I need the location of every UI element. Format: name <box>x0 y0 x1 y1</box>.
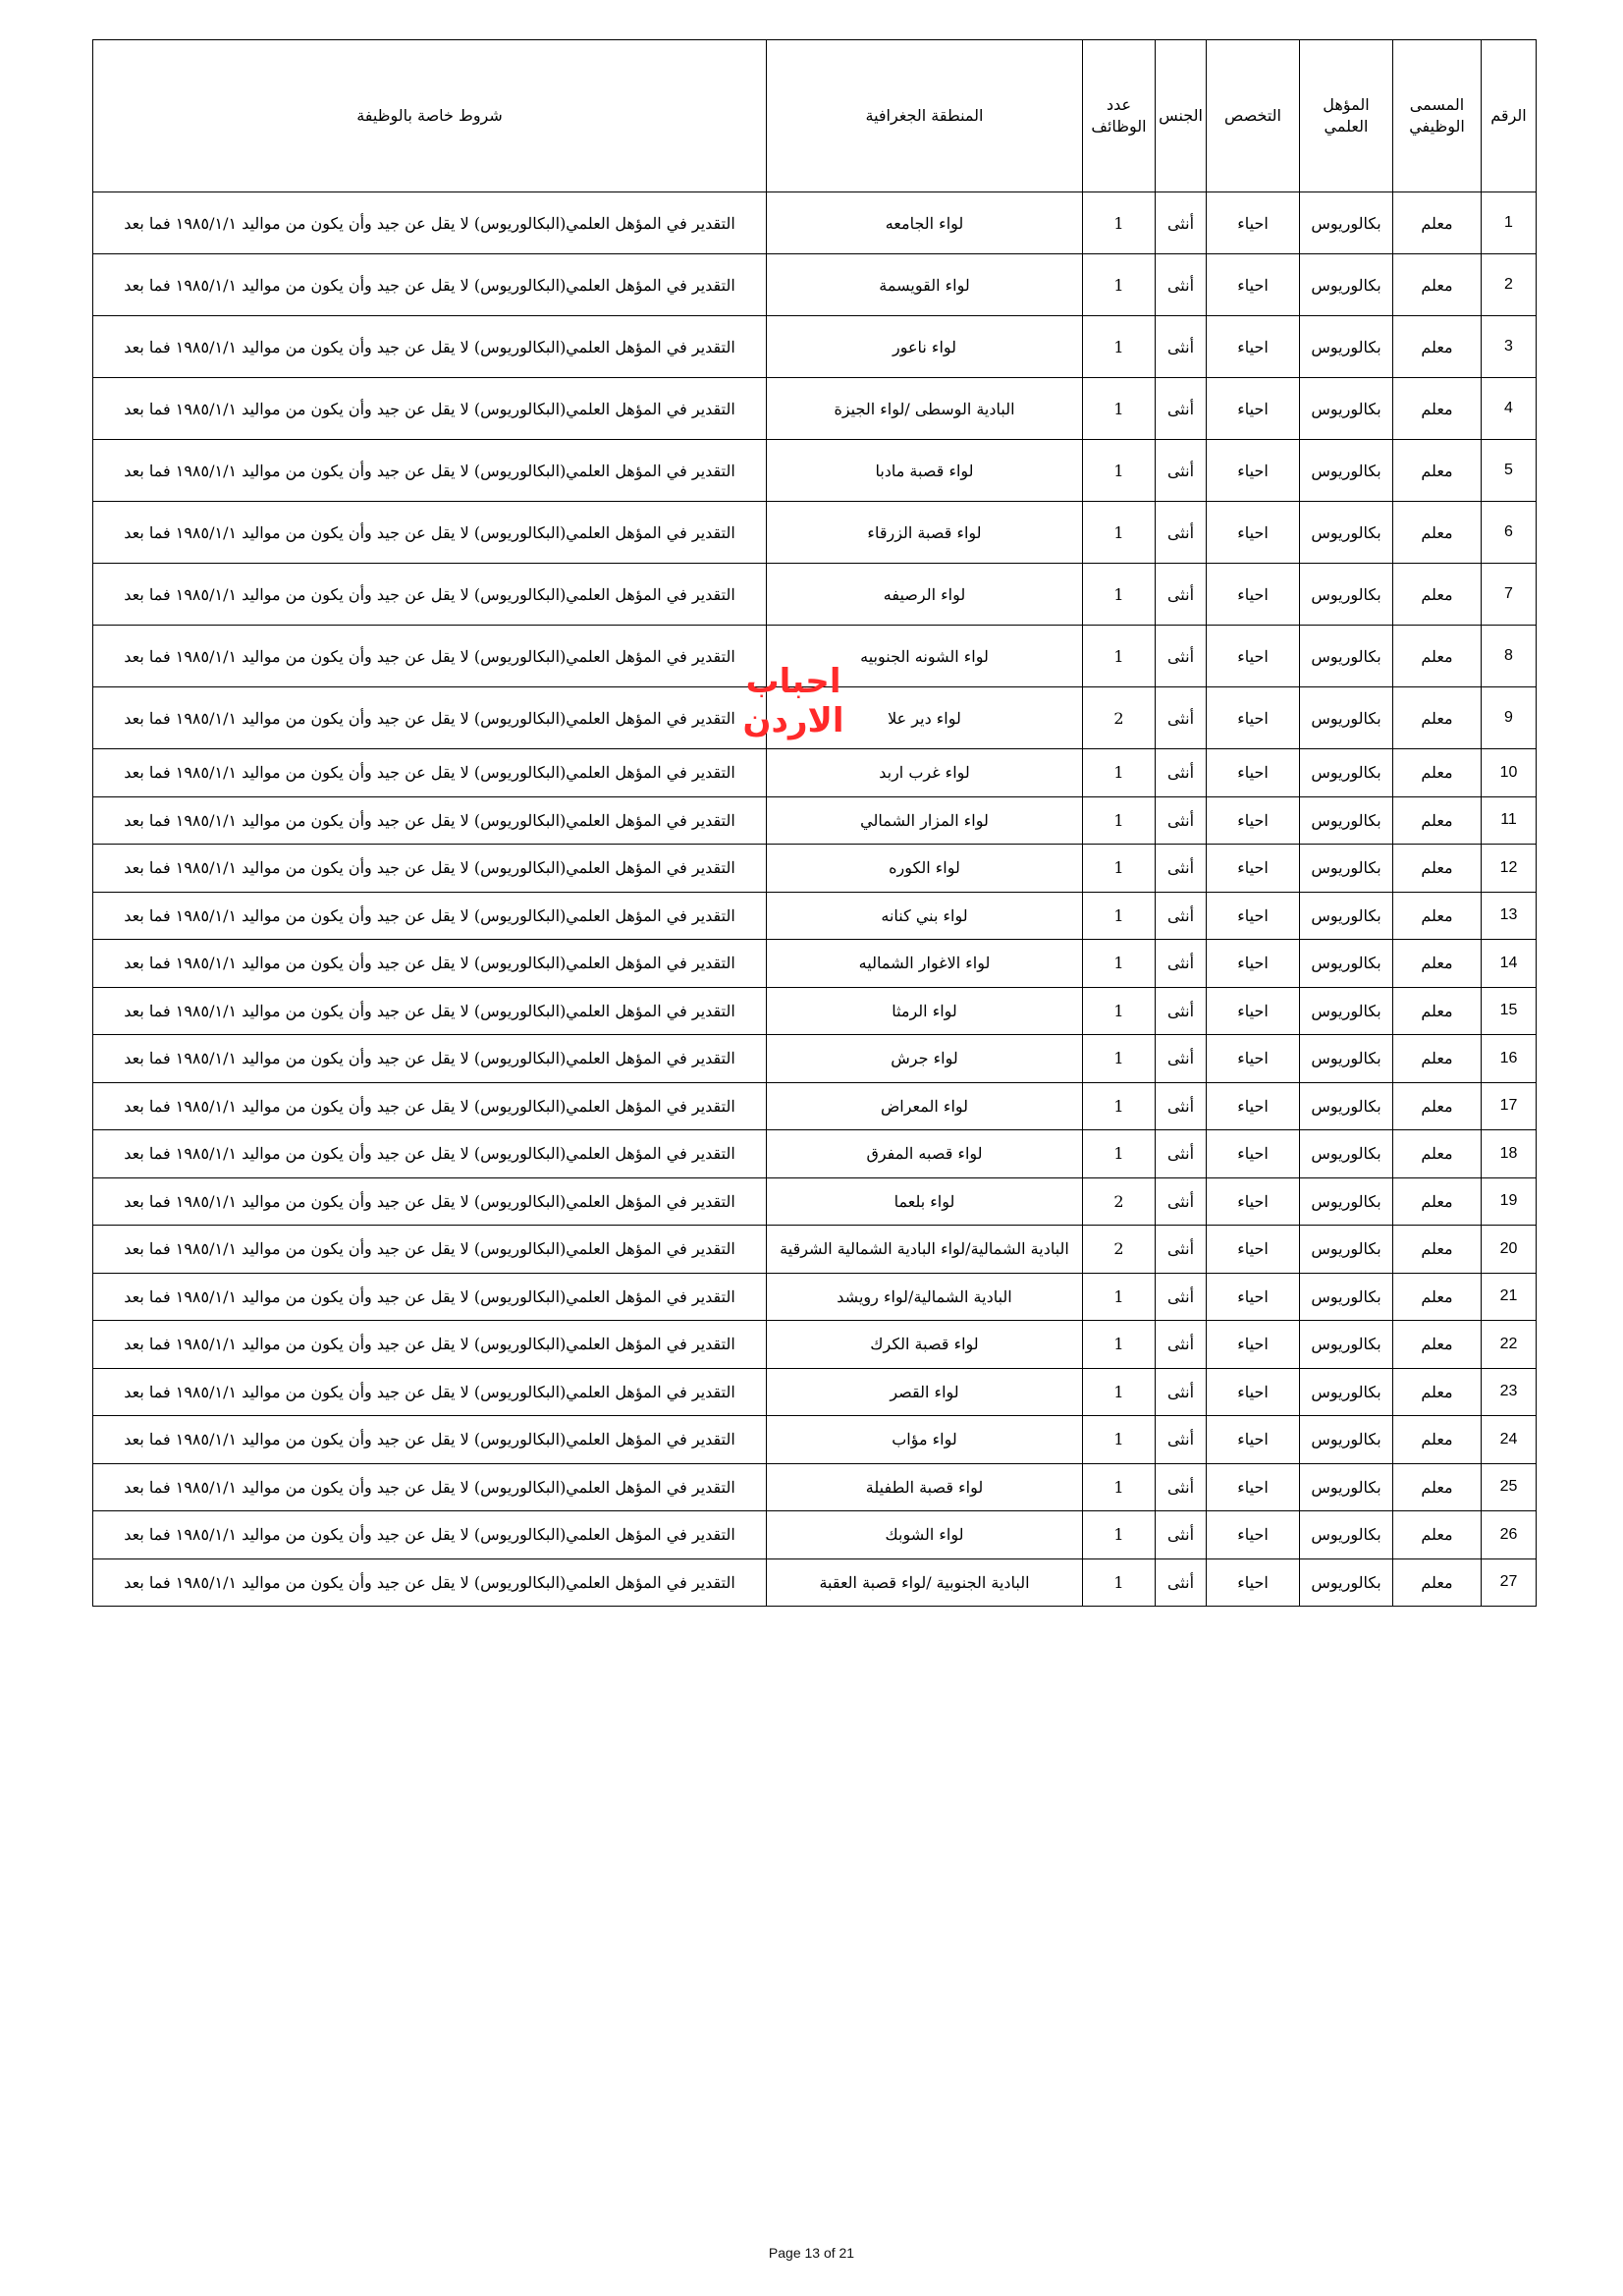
cell-gender: أنثى <box>1156 940 1207 988</box>
cell-specialization: احياء <box>1207 378 1300 440</box>
cell-conditions: التقدير في المؤهل العلمي(البكالوريوس) لا يقل عن جيد وأن يكون من مواليد ١٩٨٥/١/١ فما بعد <box>93 1511 767 1559</box>
cell-gender: أنثى <box>1156 254 1207 316</box>
cell-number: 27 <box>1482 1558 1537 1607</box>
cell-gender: أنثى <box>1156 626 1207 687</box>
table-row <box>93 845 1537 893</box>
cell-job-title: معلم <box>1393 1416 1482 1464</box>
cell-job-title: معلم <box>1393 1321 1482 1369</box>
cell-number: 21 <box>1482 1273 1537 1321</box>
header-conditions: شروط خاصة بالوظيفة <box>93 40 767 192</box>
cell-specialization: احياء <box>1207 1226 1300 1274</box>
cell-conditions: التقدير في المؤهل العلمي(البكالوريوس) لا يقل عن جيد وأن يكون من مواليد ١٩٨٥/١/١ فما بعد <box>93 940 767 988</box>
cell-gender: أنثى <box>1156 845 1207 893</box>
header-qualification: المؤهل العلمي <box>1300 40 1393 192</box>
cell-qualification: بكالوريوس <box>1300 440 1393 502</box>
cell-conditions: التقدير في المؤهل العلمي(البكالوريوس) لا يقل عن جيد وأن يكون من مواليد ١٩٨٥/١/١ فما بعد <box>93 1321 767 1369</box>
header-region: المنطقة الجغرافية <box>767 40 1083 192</box>
cell-region: لواء بني كنانه <box>767 892 1083 940</box>
cell-qualification: بكالوريوس <box>1300 254 1393 316</box>
cell-job-title: معلم <box>1393 192 1482 254</box>
cell-conditions: التقدير في المؤهل العلمي(البكالوريوس) لا يقل عن جيد وأن يكون من مواليد ١٩٨٥/١/١ فما بعد <box>93 892 767 940</box>
cell-gender: أنثى <box>1156 564 1207 626</box>
table-row <box>93 796 1537 845</box>
cell-qualification: بكالوريوس <box>1300 1082 1393 1130</box>
cell-region: البادية الجنوبية /لواء قصبة العقبة <box>767 1558 1083 1607</box>
cell-qualification: بكالوريوس <box>1300 1511 1393 1559</box>
cell-conditions: التقدير في المؤهل العلمي(البكالوريوس) لا يقل عن جيد وأن يكون من مواليد ١٩٨٥/١/١ فما بعد <box>93 1130 767 1178</box>
cell-region: لواء قصبه المفرق <box>767 1130 1083 1178</box>
cell-job-title: معلم <box>1393 502 1482 564</box>
header-job-title: المسمى الوظيفي <box>1393 40 1482 192</box>
cell-specialization: احياء <box>1207 940 1300 988</box>
cell-job-title: معلم <box>1393 892 1482 940</box>
cell-job-title: معلم <box>1393 1511 1482 1559</box>
cell-gender: أنثى <box>1156 1035 1207 1083</box>
cell-count: 1 <box>1083 892 1156 940</box>
cell-conditions: التقدير في المؤهل العلمي(البكالوريوس) لا يقل عن جيد وأن يكون من مواليد ١٩٨٥/١/١ فما بعد <box>93 987 767 1035</box>
cell-count: 1 <box>1083 1368 1156 1416</box>
cell-specialization: احياء <box>1207 1321 1300 1369</box>
cell-number: 15 <box>1482 987 1537 1035</box>
cell-qualification: بكالوريوس <box>1300 1035 1393 1083</box>
cell-gender: أنثى <box>1156 1226 1207 1274</box>
table-row <box>93 940 1537 988</box>
cell-conditions: التقدير في المؤهل العلمي(البكالوريوس) لا يقل عن جيد وأن يكون من مواليد ١٩٨٥/١/١ فما بعد <box>93 845 767 893</box>
cell-region: لواء المعراض <box>767 1082 1083 1130</box>
table-row <box>93 502 1537 564</box>
cell-gender: أنثى <box>1156 502 1207 564</box>
cell-gender: أنثى <box>1156 987 1207 1035</box>
cell-qualification: بكالوريوس <box>1300 564 1393 626</box>
cell-region: لواء مؤاب <box>767 1416 1083 1464</box>
cell-qualification: بكالوريوس <box>1300 1177 1393 1226</box>
cell-qualification: بكالوريوس <box>1300 1273 1393 1321</box>
cell-conditions: التقدير في المؤهل العلمي(البكالوريوس) لا يقل عن جيد وأن يكون من مواليد ١٩٨٥/١/١ فما بعد <box>93 378 767 440</box>
cell-specialization: احياء <box>1207 1177 1300 1226</box>
cell-job-title: معلم <box>1393 940 1482 988</box>
cell-region: لواء القصر <box>767 1368 1083 1416</box>
cell-specialization: احياء <box>1207 1463 1300 1511</box>
cell-count: 1 <box>1083 796 1156 845</box>
cell-region: لواء الكوره <box>767 845 1083 893</box>
table-row <box>93 1226 1537 1274</box>
cell-count: 1 <box>1083 1558 1156 1607</box>
table-row <box>93 1273 1537 1321</box>
cell-count: 1 <box>1083 749 1156 797</box>
cell-number: 4 <box>1482 378 1537 440</box>
cell-job-title: معلم <box>1393 316 1482 378</box>
table-row <box>93 892 1537 940</box>
cell-number: 22 <box>1482 1321 1537 1369</box>
cell-gender: أنثى <box>1156 378 1207 440</box>
cell-conditions: التقدير في المؤهل العلمي(البكالوريوس) لا يقل عن جيد وأن يكون من مواليد ١٩٨٥/١/١ فما بعد <box>93 1273 767 1321</box>
table-row <box>93 1511 1537 1559</box>
cell-conditions: التقدير في المؤهل العلمي(البكالوريوس) لا يقل عن جيد وأن يكون من مواليد ١٩٨٥/١/١ فما بعد <box>93 564 767 626</box>
cell-region: البادية الوسطى /لواء الجيزة <box>767 378 1083 440</box>
table-row <box>93 254 1537 316</box>
cell-number: 25 <box>1482 1463 1537 1511</box>
cell-conditions: التقدير في المؤهل العلمي(البكالوريوس) لا يقل عن جيد وأن يكون من مواليد ١٩٨٥/١/١ فما بعد <box>93 1558 767 1607</box>
cell-specialization: احياء <box>1207 845 1300 893</box>
table-row <box>93 1463 1537 1511</box>
cell-conditions: التقدير في المؤهل العلمي(البكالوريوس) لا يقل عن جيد وأن يكون من مواليد ١٩٨٥/١/١ فما بعد <box>93 1035 767 1083</box>
cell-conditions: التقدير في المؤهل العلمي(البكالوريوس) لا يقل عن جيد وأن يكون من مواليد ١٩٨٥/١/١ فما بعد <box>93 1463 767 1511</box>
cell-conditions: التقدير في المؤهل العلمي(البكالوريوس) لا يقل عن جيد وأن يكون من مواليد ١٩٨٥/١/١ فما بعد <box>93 749 767 797</box>
cell-conditions: التقدير في المؤهل العلمي(البكالوريوس) لا يقل عن جيد وأن يكون من مواليد ١٩٨٥/١/١ فما بعد <box>93 192 767 254</box>
cell-region: لواء غرب اربد <box>767 749 1083 797</box>
cell-job-title: معلم <box>1393 1226 1482 1274</box>
cell-conditions: التقدير في المؤهل العلمي(البكالوريوس) لا يقل عن جيد وأن يكون من مواليد ١٩٨٥/١/١ فما بعد <box>93 1177 767 1226</box>
cell-region: لواء الرصيفه <box>767 564 1083 626</box>
cell-job-title: معلم <box>1393 687 1482 749</box>
table-row <box>93 1416 1537 1464</box>
cell-count: 1 <box>1083 1273 1156 1321</box>
cell-job-title: معلم <box>1393 796 1482 845</box>
cell-job-title: معلم <box>1393 254 1482 316</box>
cell-region: لواء الرمثا <box>767 987 1083 1035</box>
cell-region: لواء القويسمة <box>767 254 1083 316</box>
header-count: عدد الوظائف <box>1083 40 1156 192</box>
cell-specialization: احياء <box>1207 626 1300 687</box>
cell-region: لواء الاغوار الشماليه <box>767 940 1083 988</box>
cell-count: 2 <box>1083 1177 1156 1226</box>
cell-region: لواء قصبة الزرقاء <box>767 502 1083 564</box>
table-row <box>93 440 1537 502</box>
cell-gender: أنثى <box>1156 1558 1207 1607</box>
cell-count: 1 <box>1083 316 1156 378</box>
cell-number: 12 <box>1482 845 1537 893</box>
cell-number: 5 <box>1482 440 1537 502</box>
table-row <box>93 316 1537 378</box>
cell-specialization: احياء <box>1207 1558 1300 1607</box>
cell-gender: أنثى <box>1156 687 1207 749</box>
cell-conditions: التقدير في المؤهل العلمي(البكالوريوس) لا يقل عن جيد وأن يكون من مواليد ١٩٨٥/١/١ فما بعد <box>93 1082 767 1130</box>
cell-number: 17 <box>1482 1082 1537 1130</box>
cell-specialization: احياء <box>1207 1082 1300 1130</box>
cell-qualification: بكالوريوس <box>1300 1463 1393 1511</box>
cell-qualification: بكالوريوس <box>1300 845 1393 893</box>
cell-count: 1 <box>1083 254 1156 316</box>
cell-region: لواء جرش <box>767 1035 1083 1083</box>
cell-qualification: بكالوريوس <box>1300 1321 1393 1369</box>
cell-gender: أنثى <box>1156 796 1207 845</box>
cell-specialization: احياء <box>1207 254 1300 316</box>
cell-specialization: احياء <box>1207 564 1300 626</box>
cell-gender: أنثى <box>1156 749 1207 797</box>
cell-gender: أنثى <box>1156 440 1207 502</box>
cell-region: لواء الشوبك <box>767 1511 1083 1559</box>
cell-number: 3 <box>1482 316 1537 378</box>
cell-gender: أنثى <box>1156 1321 1207 1369</box>
cell-count: 1 <box>1083 1321 1156 1369</box>
cell-count: 1 <box>1083 845 1156 893</box>
cell-region: البادية الشمالية/لواء البادية الشمالية الشرقية <box>767 1226 1083 1274</box>
table-row <box>93 564 1537 626</box>
header-number: الرقم <box>1482 40 1537 192</box>
table-row <box>93 749 1537 797</box>
cell-region: البادية الشمالية/لواء رويشد <box>767 1273 1083 1321</box>
cell-specialization: احياء <box>1207 987 1300 1035</box>
cell-conditions: التقدير في المؤهل العلمي(البكالوريوس) لا يقل عن جيد وأن يكون من مواليد ١٩٨٥/١/١ فما بعد <box>93 440 767 502</box>
cell-number: 13 <box>1482 892 1537 940</box>
cell-qualification: بكالوريوس <box>1300 687 1393 749</box>
cell-gender: أنثى <box>1156 1511 1207 1559</box>
cell-region: لواء قصبة الكرك <box>767 1321 1083 1369</box>
table-row <box>93 1130 1537 1178</box>
cell-specialization: احياء <box>1207 749 1300 797</box>
cell-gender: أنثى <box>1156 1463 1207 1511</box>
cell-count: 1 <box>1083 192 1156 254</box>
cell-number: 14 <box>1482 940 1537 988</box>
table-header-row <box>93 40 1537 192</box>
cell-specialization: احياء <box>1207 316 1300 378</box>
cell-specialization: احياء <box>1207 502 1300 564</box>
cell-conditions: التقدير في المؤهل العلمي(البكالوريوس) لا يقل عن جيد وأن يكون من مواليد ١٩٨٥/١/١ فما بعد <box>93 687 767 749</box>
cell-job-title: معلم <box>1393 987 1482 1035</box>
cell-job-title: معلم <box>1393 845 1482 893</box>
table-row <box>93 1082 1537 1130</box>
table-row <box>93 987 1537 1035</box>
cell-job-title: معلم <box>1393 378 1482 440</box>
cell-count: 1 <box>1083 502 1156 564</box>
cell-qualification: بكالوريوس <box>1300 1368 1393 1416</box>
cell-job-title: معلم <box>1393 1463 1482 1511</box>
cell-qualification: بكالوريوس <box>1300 316 1393 378</box>
cell-qualification: بكالوريوس <box>1300 987 1393 1035</box>
cell-qualification: بكالوريوس <box>1300 192 1393 254</box>
cell-qualification: بكالوريوس <box>1300 626 1393 687</box>
cell-gender: أنثى <box>1156 316 1207 378</box>
cell-specialization: احياء <box>1207 1130 1300 1178</box>
cell-gender: أنثى <box>1156 1177 1207 1226</box>
cell-count: 2 <box>1083 687 1156 749</box>
cell-job-title: معلم <box>1393 1273 1482 1321</box>
cell-conditions: التقدير في المؤهل العلمي(البكالوريوس) لا يقل عن جيد وأن يكون من مواليد ١٩٨٥/١/١ فما بعد <box>93 254 767 316</box>
cell-qualification: بكالوريوس <box>1300 749 1393 797</box>
table-row <box>93 1035 1537 1083</box>
cell-job-title: معلم <box>1393 626 1482 687</box>
cell-gender: أنثى <box>1156 892 1207 940</box>
cell-number: 10 <box>1482 749 1537 797</box>
table-body <box>93 192 1537 1607</box>
cell-conditions: التقدير في المؤهل العلمي(البكالوريوس) لا يقل عن جيد وأن يكون من مواليد ١٩٨٥/١/١ فما بعد <box>93 502 767 564</box>
cell-job-title: معلم <box>1393 749 1482 797</box>
cell-conditions: التقدير في المؤهل العلمي(البكالوريوس) لا يقل عن جيد وأن يكون من مواليد ١٩٨٥/١/١ فما بعد <box>93 316 767 378</box>
table-row <box>93 192 1537 254</box>
cell-gender: أنثى <box>1156 1368 1207 1416</box>
cell-specialization: احياء <box>1207 1273 1300 1321</box>
table-row <box>93 1177 1537 1226</box>
cell-gender: أنثى <box>1156 1130 1207 1178</box>
cell-qualification: بكالوريوس <box>1300 1130 1393 1178</box>
cell-count: 1 <box>1083 626 1156 687</box>
cell-count: 2 <box>1083 1226 1156 1274</box>
cell-region: لواء الشونه الجنوبيه <box>767 626 1083 687</box>
jobs-table <box>92 39 1537 1607</box>
cell-conditions: التقدير في المؤهل العلمي(البكالوريوس) لا يقل عن جيد وأن يكون من مواليد ١٩٨٥/١/١ فما بعد <box>93 1226 767 1274</box>
cell-count: 1 <box>1083 440 1156 502</box>
cell-region: لواء دير علا <box>767 687 1083 749</box>
watermark-text: احباب الاردن <box>742 662 844 740</box>
cell-number: 8 <box>1482 626 1537 687</box>
cell-count: 1 <box>1083 1035 1156 1083</box>
cell-job-title: معلم <box>1393 1558 1482 1607</box>
cell-qualification: بكالوريوس <box>1300 796 1393 845</box>
header-gender: الجنس <box>1156 40 1207 192</box>
cell-count: 1 <box>1083 378 1156 440</box>
cell-number: 6 <box>1482 502 1537 564</box>
cell-count: 1 <box>1083 1130 1156 1178</box>
header-specialization: التخصص <box>1207 40 1300 192</box>
cell-number: 9 <box>1482 687 1537 749</box>
cell-region: لواء المزار الشمالي <box>767 796 1083 845</box>
cell-number: 19 <box>1482 1177 1537 1226</box>
cell-specialization: احياء <box>1207 1368 1300 1416</box>
cell-region: لواء ناعور <box>767 316 1083 378</box>
cell-qualification: بكالوريوس <box>1300 502 1393 564</box>
cell-gender: أنثى <box>1156 1416 1207 1464</box>
cell-job-title: معلم <box>1393 1130 1482 1178</box>
cell-count: 1 <box>1083 1082 1156 1130</box>
cell-qualification: بكالوريوس <box>1300 378 1393 440</box>
cell-gender: أنثى <box>1156 192 1207 254</box>
cell-specialization: احياء <box>1207 796 1300 845</box>
cell-qualification: بكالوريوس <box>1300 892 1393 940</box>
cell-qualification: بكالوريوس <box>1300 1416 1393 1464</box>
cell-number: 1 <box>1482 192 1537 254</box>
cell-region: لواء الجامعه <box>767 192 1083 254</box>
cell-count: 1 <box>1083 564 1156 626</box>
cell-job-title: معلم <box>1393 1368 1482 1416</box>
cell-number: 24 <box>1482 1416 1537 1464</box>
table-row <box>93 1558 1537 1607</box>
cell-number: 18 <box>1482 1130 1537 1178</box>
cell-job-title: معلم <box>1393 1082 1482 1130</box>
cell-specialization: احياء <box>1207 440 1300 502</box>
table-row <box>93 1321 1537 1369</box>
cell-conditions: التقدير في المؤهل العلمي(البكالوريوس) لا يقل عن جيد وأن يكون من مواليد ١٩٨٥/١/١ فما بعد <box>93 1368 767 1416</box>
cell-count: 1 <box>1083 1463 1156 1511</box>
cell-count: 1 <box>1083 1511 1156 1559</box>
cell-job-title: معلم <box>1393 1035 1482 1083</box>
cell-specialization: احياء <box>1207 1035 1300 1083</box>
cell-number: 11 <box>1482 796 1537 845</box>
cell-number: 2 <box>1482 254 1537 316</box>
cell-number: 23 <box>1482 1368 1537 1416</box>
table-row <box>93 1368 1537 1416</box>
cell-count: 1 <box>1083 987 1156 1035</box>
cell-conditions: التقدير في المؤهل العلمي(البكالوريوس) لا يقل عن جيد وأن يكون من مواليد ١٩٨٥/١/١ فما بعد <box>93 626 767 687</box>
cell-region: لواء بلعما <box>767 1177 1083 1226</box>
cell-specialization: احياء <box>1207 192 1300 254</box>
cell-number: 20 <box>1482 1226 1537 1274</box>
cell-specialization: احياء <box>1207 1416 1300 1464</box>
cell-conditions: التقدير في المؤهل العلمي(البكالوريوس) لا يقل عن جيد وأن يكون من مواليد ١٩٨٥/١/١ فما بعد <box>93 796 767 845</box>
cell-job-title: معلم <box>1393 564 1482 626</box>
cell-specialization: احياء <box>1207 892 1300 940</box>
cell-qualification: بكالوريوس <box>1300 1226 1393 1274</box>
cell-count: 1 <box>1083 940 1156 988</box>
cell-number: 7 <box>1482 564 1537 626</box>
cell-qualification: بكالوريوس <box>1300 1558 1393 1607</box>
cell-qualification: بكالوريوس <box>1300 940 1393 988</box>
cell-count: 1 <box>1083 1416 1156 1464</box>
cell-job-title: معلم <box>1393 440 1482 502</box>
cell-number: 26 <box>1482 1511 1537 1559</box>
cell-specialization: احياء <box>1207 1511 1300 1559</box>
cell-gender: أنثى <box>1156 1082 1207 1130</box>
table-row <box>93 378 1537 440</box>
cell-specialization: احياء <box>1207 687 1300 749</box>
cell-region: لواء قصبة مادبا <box>767 440 1083 502</box>
cell-number: 16 <box>1482 1035 1537 1083</box>
cell-job-title: معلم <box>1393 1177 1482 1226</box>
cell-gender: أنثى <box>1156 1273 1207 1321</box>
page-number: Page 13 of 21 <box>768 2245 855 2261</box>
cell-conditions: التقدير في المؤهل العلمي(البكالوريوس) لا يقل عن جيد وأن يكون من مواليد ١٩٨٥/١/١ فما بعد <box>93 1416 767 1464</box>
cell-region: لواء قصبة الطفيلة <box>767 1463 1083 1511</box>
